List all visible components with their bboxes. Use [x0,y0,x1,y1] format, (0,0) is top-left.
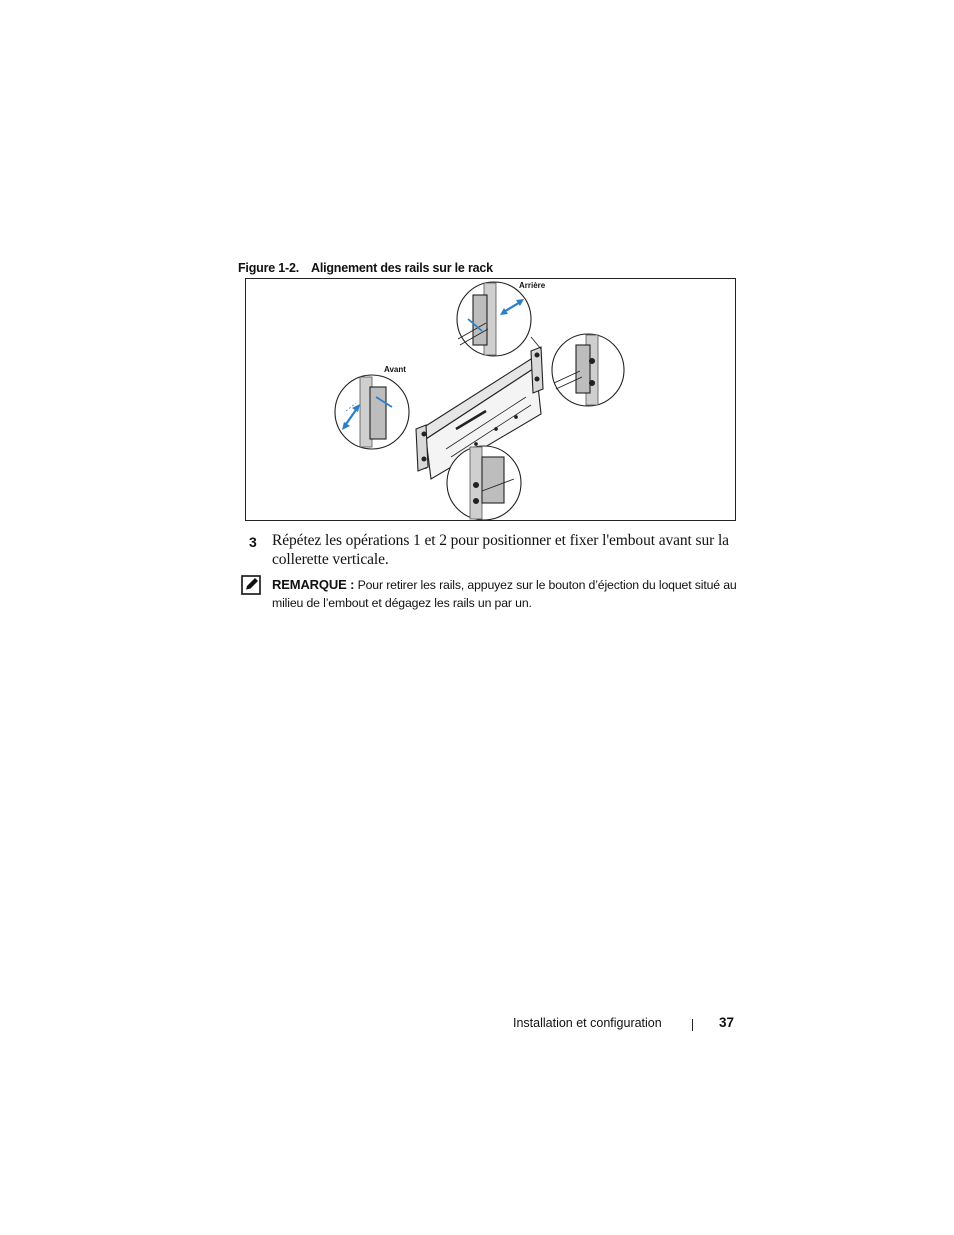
front-detail-circle [335,375,409,449]
footer-section-title: Installation et configuration [513,1016,662,1030]
rear-detail-circle [457,282,541,356]
label-front: Avant [384,365,406,374]
label-rear: Arrière [519,281,546,290]
step-number: 3 [249,534,257,550]
figure-illustration [245,278,736,521]
note-text: Pour retirer les rails, appuyez sur le bouton d’éjection du loquet situé au milieu de l’embout et dégagez les rails un par un. [272,578,737,610]
bottom-detail-circle [447,446,521,520]
figure-caption [238,261,493,275]
step-text: Répétez les opérations 1 et 2 pour positionner et fixer l'embout avant sur la collerette verticale. [272,532,729,568]
note-block [272,576,744,612]
note-label: REMARQUE : [272,577,355,592]
rail-alignment-drawing [246,279,737,522]
figure-number: Figure 1-2. [238,261,300,275]
page-number: 37 [719,1015,735,1030]
right-detail-circle [552,334,624,406]
footer-separator [692,1019,693,1031]
pencil-note-icon [241,575,261,595]
figure-title: Alignement des rails sur le rack [311,261,493,275]
